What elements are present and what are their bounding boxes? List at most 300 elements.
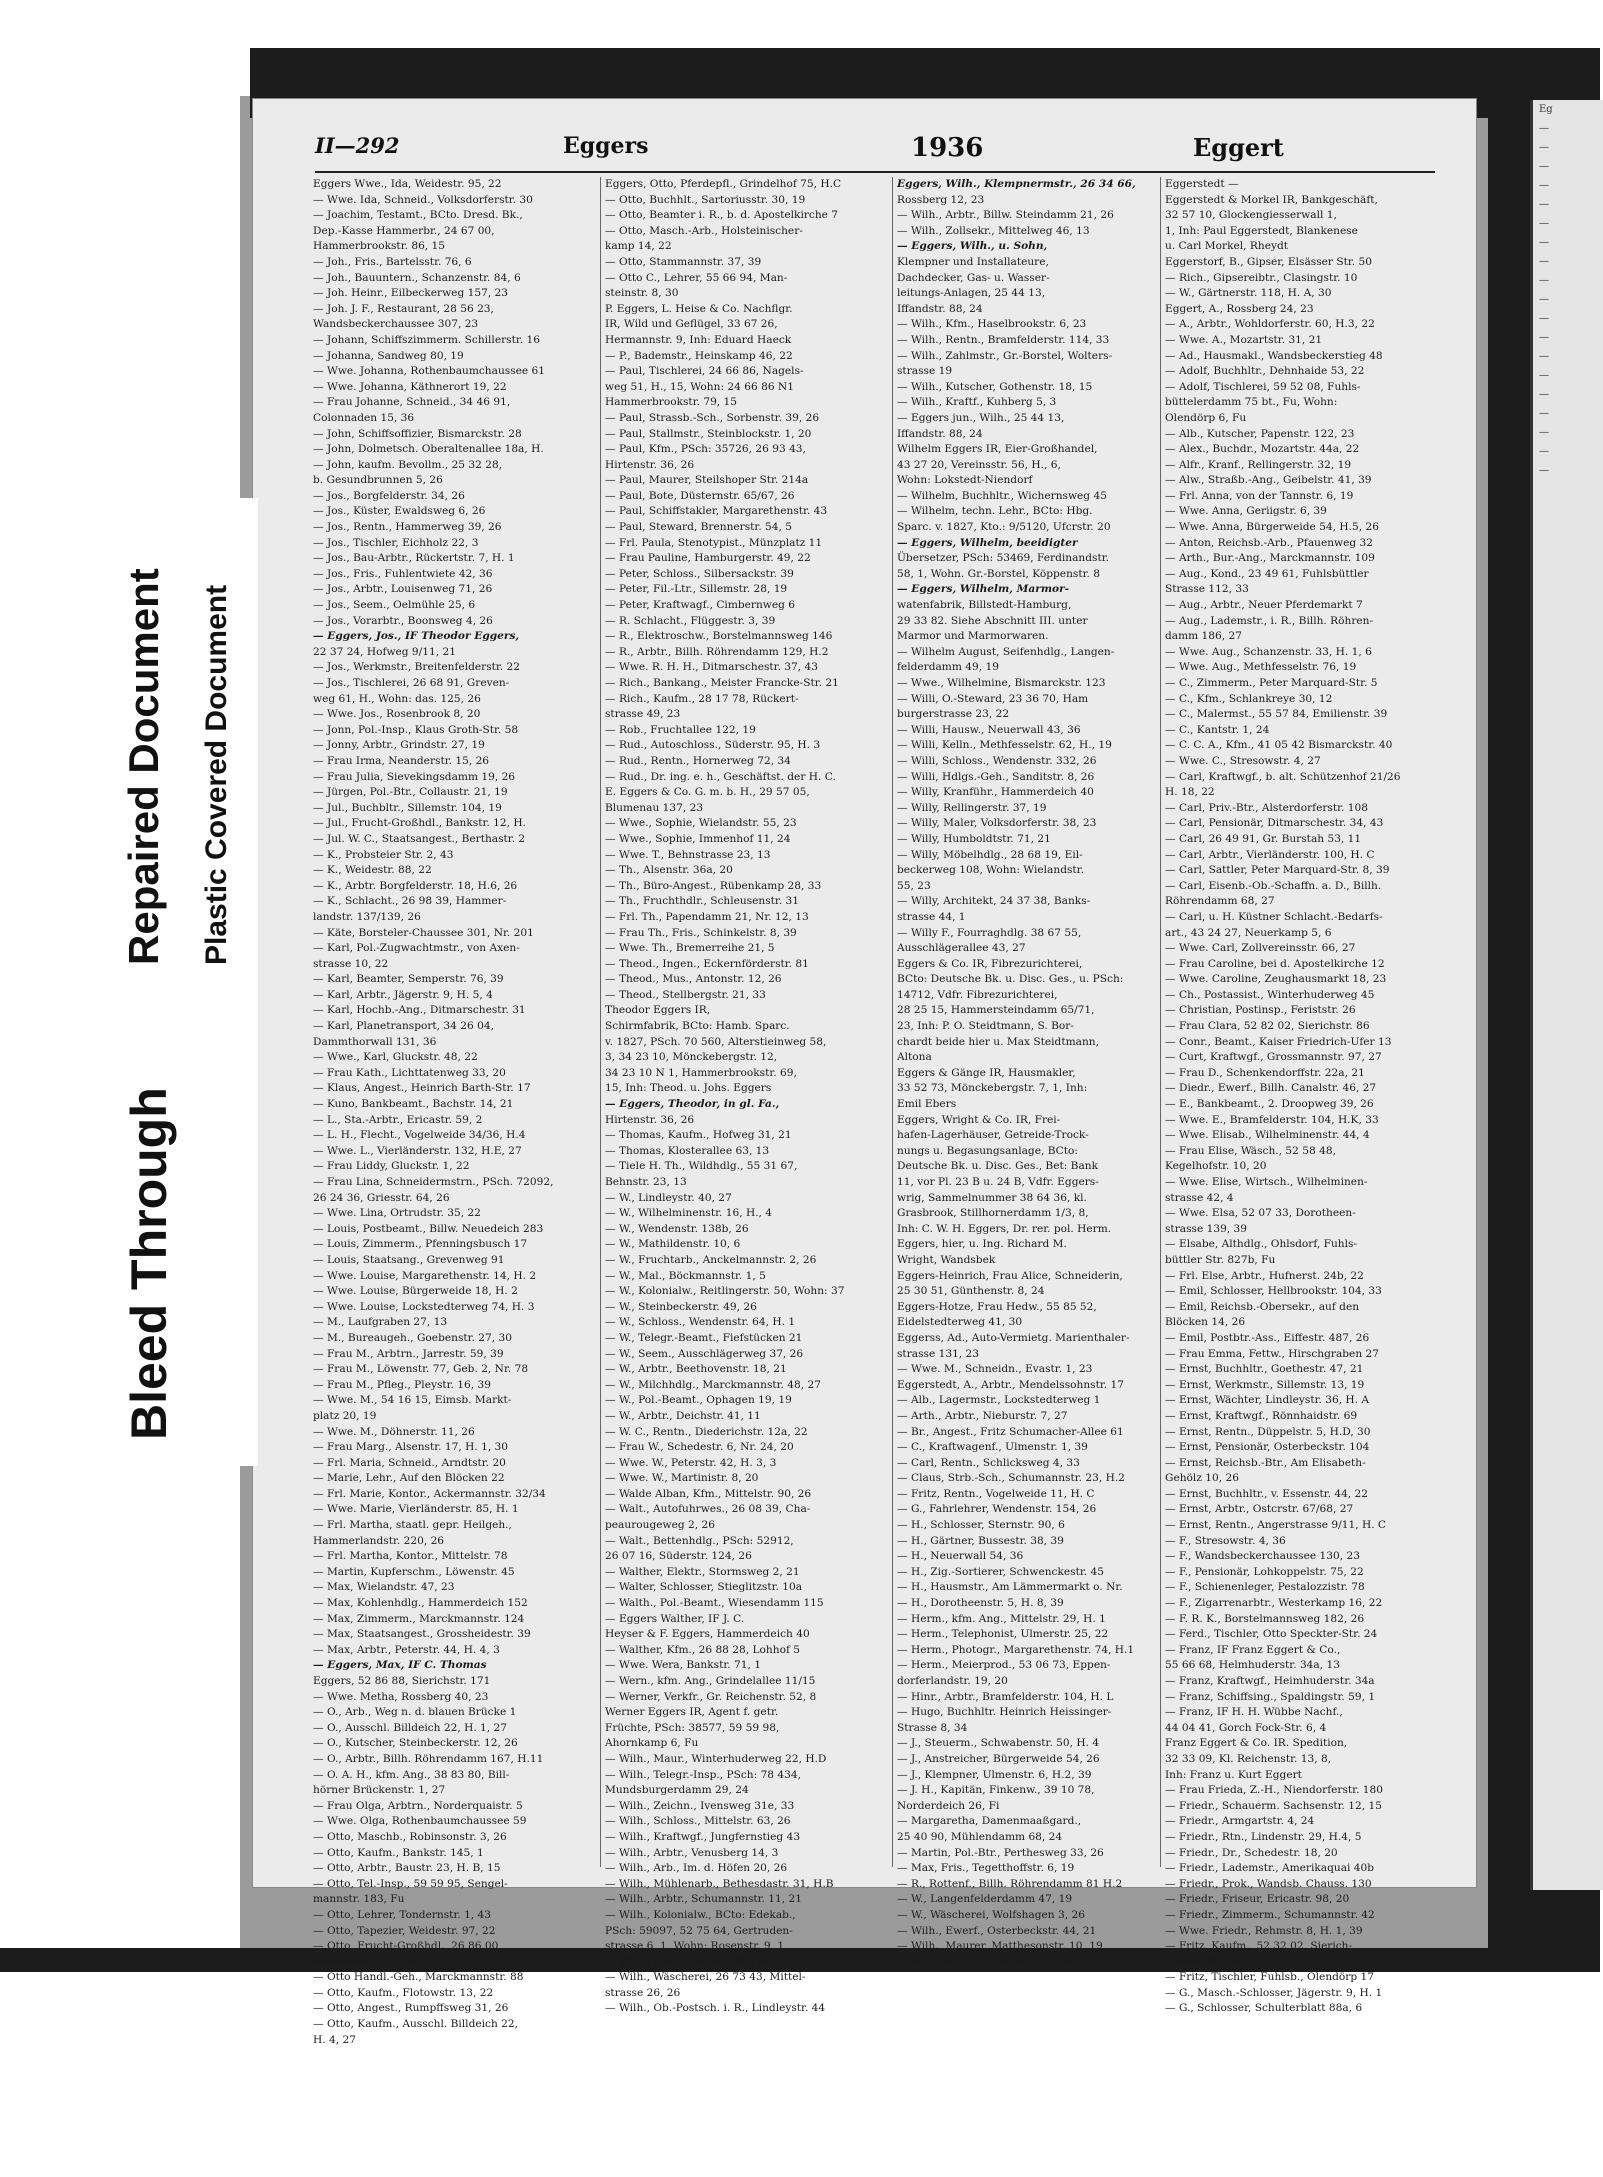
- directory-entry: damm 186, 27: [1165, 630, 1242, 643]
- directory-entry: Eidelstedterweg 41, 30: [897, 1316, 1023, 1329]
- directory-entry: — Frau Emma, Fettw., Hirschgraben 27: [1165, 1347, 1379, 1360]
- directory-entry: — Otto, Kaufm., Flotowstr. 13, 22: [313, 1986, 494, 1999]
- directory-entry: — Ernst, Pensionär, Osterbeckstr. 104: [1165, 1441, 1370, 1454]
- directory-entry: v. 1827, PSch. 70 560, Alterstieinweg 58,: [605, 1035, 827, 1048]
- directory-entry: kamp 14, 22: [605, 240, 672, 253]
- directory-entry: — Wilh., Arbtr., Venusberg 14, 3: [605, 1846, 779, 1859]
- directory-entry: — Wwe. Anna, Bürgerweide 54, H.5, 26: [1165, 521, 1379, 534]
- directory-entry: — Jul. W. C., Staatsangest., Berthastr. 2: [313, 832, 526, 845]
- directory-entry: — K., Probsteier Str. 2, 43: [313, 848, 454, 861]
- directory-entry: — Ernst, Rentn., Düppelstr. 5, H.D, 30: [1165, 1425, 1371, 1438]
- directory-entry: Eggers & Co. IR, Fibrezurichterei,: [897, 957, 1083, 970]
- directory-entry: — H., Schlosser, Sternstr. 90, 6: [897, 1519, 1065, 1532]
- directory-entry: — H., Hausmstr., Am Lämmermarkt o. Nr.: [897, 1581, 1123, 1594]
- directory-entry: Gehölz 10, 26: [1165, 1472, 1239, 1485]
- directory-entry: — W., Telegr.-Beamt., Fiefstücken 21: [605, 1331, 803, 1344]
- directory-entry: — Frau M., Arbtrn., Jarrestr. 59, 39: [313, 1347, 504, 1360]
- directory-entry: — Wern., kfm. Ang., Grindelallee 11/15: [605, 1675, 816, 1687]
- repaired-document-label: Repaired Document: [120, 568, 167, 965]
- directory-entry: — Wwe. Carl, Zollvereinsstr. 66, 27: [1165, 942, 1356, 955]
- directory-entry: — Wwe. Jos., Rosenbrook 8, 20: [313, 708, 481, 721]
- directory-entry: — G., Masch.-Schlosser, Jägerstr. 9, H. 1: [1165, 1986, 1383, 1999]
- directory-entry: — Peter, Kraftwagf., Cimbernweg 6: [605, 599, 796, 612]
- directory-entry: platz 20, 19: [313, 1409, 377, 1422]
- directory-entry: — Eggers, Max, IF C. Thomas: [313, 1659, 487, 1672]
- directory-entry: — Max, Fris., Tegetthoffstr. 6, 19: [897, 1862, 1075, 1875]
- directory-entry: — O., Ausschl. Billdeich 22, H. 1, 27: [313, 1721, 508, 1734]
- adjacent-page-snippet: —: [1539, 256, 1549, 267]
- directory-entry: — Franz, Schiffsing., Spaldingstr. 59, 1: [1165, 1690, 1376, 1703]
- directory-entry: chardt beide hier u. Max Steidtmann,: [897, 1035, 1099, 1048]
- directory-entry: — O., Arbtr., Billh. Röhrendamm 167, H.11: [313, 1752, 544, 1765]
- adjacent-page-snippet: —: [1539, 408, 1549, 419]
- directory-entry: — Walth., Pol.-Beamt., Wiesendamm 115: [605, 1597, 824, 1610]
- directory-entry: — Otto, Maschb., Robinsonstr. 3, 26: [313, 1830, 507, 1843]
- directory-entry: Dep.-Kasse Hammerbr., 24 67 00,: [313, 224, 495, 237]
- directory-entry: art., 43 24 27, Neuerkamp 5, 6: [1165, 926, 1332, 939]
- directory-entry: — Friedr., Schauerm. Sachsenstr. 12, 15: [1165, 1799, 1382, 1812]
- column-divider: [600, 177, 601, 1867]
- directory-entry: 44 04 41, Gorch Fock-Str. 6, 4: [1165, 1721, 1327, 1734]
- directory-entry: — Wwe., Wilhelmine, Bismarckstr. 123: [897, 677, 1106, 689]
- directory-entry: — Aug., Kond., 23 49 61, Fuhlsbüttler: [1165, 567, 1369, 580]
- directory-entry: — Eggers jun., Wilh., 25 44 13,: [897, 411, 1065, 424]
- directory-entry: — Rob., Fruchtallee 122, 19: [605, 723, 756, 736]
- directory-entry: — Jos., Fris., Fuhlentwiete 42, 36: [313, 567, 493, 580]
- directory-entry: — W., Mal., Böckmannstr. 1, 5: [605, 1269, 766, 1282]
- directory-entry: Klempner und Installateure,: [897, 255, 1049, 268]
- directory-entry: — Ferd., Tischler, Otto Speckter-Str. 24: [1165, 1628, 1378, 1641]
- directory-entry: 1, Inh: Paul Eggerstedt, Blankenese: [1165, 224, 1358, 237]
- directory-entry: — G., Schlosser, Schulterblatt 88a, 6: [1165, 2002, 1363, 2015]
- directory-entry: — Frau Caroline, bei d. Apostelkirche 12: [1165, 957, 1385, 970]
- adjacent-page-snippet: —: [1539, 294, 1549, 305]
- directory-entry: — W., Fruchtarb., Anckelmannstr. 2, 26: [605, 1253, 817, 1266]
- directory-entry: — Th., Fruchthdlr., Schleusenstr. 31: [605, 895, 800, 908]
- directory-entry: Schirmfabrik, BCto: Hamb. Sparc.: [605, 1020, 790, 1033]
- directory-entry: — Eggers, Jos., IF Theodor Eggers,: [313, 630, 520, 643]
- page-number: II—292: [315, 133, 400, 158]
- directory-entry: — Wwe., Sophie, Immenhof 11, 24: [605, 832, 791, 845]
- directory-entry: — Wwe. Johanna, Rothenbaumchaussee 61: [313, 365, 546, 378]
- directory-entry: Eggers-Hotze, Frau Hedw., 55 85 52,: [897, 1300, 1097, 1313]
- directory-entry: — W., Wilhelminenstr. 16, H., 4: [605, 1207, 773, 1220]
- directory-entry: — Ernst, Buchhltr., v. Essenstr. 44, 22: [1165, 1487, 1369, 1500]
- directory-entry: — Aug., Lademstr., i. R., Billh. Röhren-: [1165, 614, 1374, 627]
- directory-entry: 32 33 09, Kl. Reichenstr. 13, 8,: [1165, 1752, 1332, 1765]
- directory-entry: — Wilh., Maur., Winterhuderweg 22, H.D: [605, 1752, 827, 1765]
- directory-entry: — Ernst, Arbtr., Ostcrstr. 67/68, 27: [1165, 1503, 1354, 1516]
- directory-entry: — John, Schiffsoffizier, Bismarckstr. 28: [313, 427, 522, 440]
- directory-entry: — Frau Clara, 52 82 02, Sierichstr. 86: [1165, 1020, 1370, 1033]
- directory-entry: — Wwe. C., Stresowstr. 4, 27: [1165, 754, 1321, 767]
- directory-entry: — Ad., Hausmakl., Wandsbeckerstieg 48: [1165, 349, 1383, 362]
- directory-entry: strasse 131, 23: [897, 1347, 980, 1360]
- directory-entry: — Wwe. W., Peterstr. 42, H. 3, 3: [605, 1456, 777, 1469]
- directory-entry: Blumenau 137, 23: [605, 801, 704, 814]
- directory-entry: — John, Dolmetsch. Oberaltenallee 18a, H.: [313, 443, 544, 456]
- directory-entry: — Otto, Beamter i. R., b. d. Apostelkirche 7: [605, 209, 839, 222]
- directory-entry: weg 51, H., 15, Wohn: 24 66 86 N1: [605, 380, 794, 393]
- directory-entry: strasse 86, 39: [1165, 1955, 1241, 1968]
- directory-entry: — Werner, Verkfr., Gr. Reichenstr. 52, 8: [605, 1690, 817, 1703]
- directory-entry: beckerweg 108, Wohn: Wielandstr.: [897, 864, 1084, 877]
- directory-entry: — F., Zigarrenarbtr., Westerkamp 16, 22: [1165, 1597, 1383, 1610]
- adjacent-page-snippet: —: [1539, 199, 1549, 210]
- directory-entry: Behnstr. 23, 13: [605, 1176, 687, 1188]
- directory-entry: — Otto, Masch.-Arb., Holsteinischer-: [605, 224, 803, 237]
- directory-entry: — Wwe. Louise, Lockstedterweg 74, H. 3: [313, 1300, 535, 1313]
- directory-entry: — Frl. Paula, Stenotypist., Münzplatz 11: [605, 536, 823, 549]
- directory-entry: — Frl. Th., Papendamm 21, Nr. 12, 13: [605, 910, 809, 923]
- directory-entry: — Frl. Martha, staatl. gepr. Heilgeh.,: [313, 1519, 512, 1532]
- directory-entry: — Otto, Tapezier, Weidestr. 97, 22: [313, 1924, 496, 1937]
- directory-entry: — O. A. H., kfm. Ang., 38 83 80, Bill-: [313, 1768, 510, 1781]
- directory-entry: 26 24 36, Griesstr. 64, 26: [313, 1191, 450, 1204]
- directory-entry: mannstr. 183, Fu: [313, 1893, 405, 1906]
- directory-entry: — Carl, Arbtr., Vierländerstr. 100, H. C: [1165, 848, 1375, 861]
- directory-entry: — Rud., Autoschloss., Süderstr. 95, H. 3: [605, 739, 821, 752]
- directory-entry: — W., Steinbeckerstr. 49, 26: [605, 1300, 757, 1313]
- directory-entry: Eggerstedt —: [1165, 178, 1239, 190]
- directory-entry: — Wwe. M., 54 16 15, Eimsb. Markt-: [313, 1394, 512, 1407]
- directory-entry: — Conr., Beamt., Kaiser Friedrich-Ufer 13: [1165, 1035, 1392, 1048]
- directory-entry: H. 18, 22: [1165, 786, 1215, 799]
- directory-entry: — Theod., Ingen., Eckernförderstr. 81: [605, 957, 809, 970]
- directory-entry: wrig, Sammelnummer 38 64 36, kl.: [897, 1191, 1087, 1204]
- directory-entry: — Wilh., Kraftwgf., Jungfernstieg 43: [605, 1830, 801, 1843]
- directory-entry: 43 27 20, Vereinsstr. 56, H., 6,: [897, 458, 1061, 471]
- directory-entry: büttelerdamm 75 bt., Fu, Wohn:: [1165, 396, 1338, 409]
- directory-entry: — Wilh., Ob.-Postsch. i. R., Lindleystr. 44: [605, 2002, 826, 2015]
- directory-entry: — C., Kfm., Schlankreye 30, 12: [1165, 692, 1333, 705]
- adjacent-page-snippet: —: [1539, 275, 1549, 286]
- directory-entry: — Wilh., Zollsekr., Mittelweg 46, 13: [897, 224, 1090, 237]
- directory-entry: — Br., Angest., Fritz Schumacher-Allee 61: [897, 1425, 1124, 1438]
- directory-entry: — Eggers Walther, IF J. C.: [605, 1612, 745, 1625]
- directory-entry: Eggert, A., Rossberg 24, 23: [1165, 302, 1314, 315]
- directory-entry: — Walde Alban, Kfm., Mittelstr. 90, 26: [605, 1487, 812, 1500]
- directory-entry: — Frl. Martha, Kontor., Mittelstr. 78: [313, 1550, 508, 1563]
- directory-entry: — Jos., Tischlerei, 26 68 91, Greven-: [313, 677, 510, 689]
- directory-entry: Colonnaden 15, 36: [313, 411, 415, 424]
- directory-entry: 25 40 90, Mühlendamm 68, 24: [897, 1830, 1063, 1843]
- directory-entry: — Willy, Möbelhdlg., 28 68 19, Eil-: [897, 848, 1083, 861]
- directory-entry: — Willy, Humboldtstr. 71, 21: [897, 832, 1051, 845]
- directory-entry: — Frau M., Pfleg., Pleystr. 16, 39: [313, 1378, 491, 1391]
- adjacent-page-snippet: —: [1539, 180, 1549, 191]
- left-keyword: Eggers: [563, 133, 649, 159]
- directory-entry: — J. H., Kapitän, Finkenw., 39 10 78,: [897, 1784, 1095, 1797]
- directory-entry: 15, Inh: Theod. u. Johs. Eggers: [605, 1082, 772, 1095]
- directory-entry: — Joh., Fris., Bartelsstr. 76, 6: [313, 255, 472, 268]
- directory-entry: — Jos., Arbtr., Louisenweg 71, 26: [313, 583, 493, 596]
- directory-entry: Norderdeich 26, Fi: [897, 1799, 1000, 1812]
- directory-entry: 58, 1, Wohn. Gr.-Borstel, Köppenstr. 8: [897, 567, 1100, 580]
- directory-entry: — Wilh., Arbtr., Schumannstr. 11, 21: [605, 1893, 802, 1906]
- directory-entry: — Johann, Schiffszimmerm. Schillerstr. 16: [313, 333, 540, 346]
- directory-entry: — Wilhelm, techn. Lehr., BCto: Hbg.: [897, 505, 1093, 518]
- directory-entry: — Frau M., Löwenstr. 77, Geb. 2, Nr. 78: [313, 1363, 529, 1376]
- directory-entry: — Otto, Buchhlt., Sartoriusstr. 30, 19: [605, 193, 806, 206]
- directory-entry: — Wilh., Kraftf., Kuhberg 5, 3: [897, 396, 1057, 409]
- directory-entry: Hammerbrookstr. 79, 15: [605, 396, 738, 409]
- directory-entry: — C., Kraftwagenf., Ulmenstr. 1, 39: [897, 1441, 1088, 1454]
- directory-entry: — Wilh., Schloss., Mittelstr. 63, 26: [605, 1815, 791, 1828]
- directory-entry: — Joh. Heinr., Eilbeckerweg 157, 23: [313, 287, 509, 300]
- directory-entry: — Christian, Postinsp., Feriststr. 26: [1165, 1004, 1356, 1017]
- directory-entry: Marmor und Marmorwaren.: [897, 630, 1049, 643]
- directory-entry: — Herm., Telephonist, Ulmerstr. 25, 22: [897, 1628, 1109, 1641]
- directory-entry: — W., Milchhdlg., Marckmannstr. 48, 27: [605, 1378, 821, 1391]
- directory-entry: — L., Sta.-Arbtr., Ericastr. 59, 2: [313, 1113, 483, 1126]
- directory-entry: — C., Malermst., 55 57 84, Emilienstr. 39: [1165, 708, 1388, 721]
- directory-entry: — Willi, O.-Steward, 23 36 70, Ham: [897, 692, 1089, 705]
- directory-entry: — Jonn, Pol.-Insp., Klaus Groth-Str. 58: [313, 723, 519, 736]
- directory-entry: — K., Weidestr. 88, 22: [313, 864, 432, 877]
- directory-entry: 22 37 24, Hofweg 9/11, 21: [313, 645, 456, 658]
- directory-entry: — Louis, Postbeamt., Billw. Neuedeich 283: [313, 1222, 544, 1235]
- directory-entry: Werner Eggers IR, Agent f. getr.: [605, 1706, 779, 1719]
- directory-entry: — Otto, Angest., Rumpffsweg 31, 26: [313, 2002, 509, 2015]
- directory-entry: büttler Str. 827b, Fu: [1165, 1253, 1276, 1266]
- directory-entry: Sparc. v. 1827, Kto.: 9/5120, Ufcrstr. 20: [897, 521, 1111, 534]
- directory-entry: — Karl, Pol.-Zugwachtmstr., von Axen-: [313, 942, 520, 955]
- directory-entry: Theodor Eggers IR,: [605, 1004, 711, 1017]
- directory-entry: — Alb., Kutscher, Papenstr. 122, 23: [1165, 427, 1355, 440]
- adjacent-page-snippet: —: [1539, 161, 1549, 172]
- directory-entry: — W., Mathildenstr. 10, 6: [605, 1238, 741, 1251]
- directory-entry: — Otto, Lehrer, Tondernstr. 1, 43: [313, 1908, 492, 1921]
- directory-entry: — Wwe. L., Vierländerstr. 132, H.E, 27: [313, 1144, 522, 1157]
- directory-entry: Altona: [897, 1051, 932, 1064]
- directory-entry: watenfabrik, Billstedt-Hamburg,: [897, 599, 1072, 612]
- directory-entry: — Friedr., Armgartstr. 4, 24: [1165, 1815, 1315, 1828]
- directory-entry: — Friedr., Rtn., Lindenstr. 29, H.4, 5: [1165, 1830, 1362, 1843]
- directory-entry: — Willy, Kranführ., Hammerdeich 40: [897, 786, 1094, 799]
- directory-entry: — Jonny, Arbtr., Grindstr. 27, 19: [313, 739, 485, 752]
- directory-entry: — Kuno, Bankbeamt., Bachstr. 14, 21: [313, 1098, 514, 1111]
- directory-entry: — M., Laufgraben 27, 13: [313, 1316, 448, 1329]
- directory-entry: — Willi, Bote, Schinkelstr. 23, 39: [897, 1955, 1074, 1968]
- directory-entry: — J., Anstreicher, Bürgerweide 54, 26: [897, 1752, 1100, 1765]
- directory-entry: — Emil, Postbtr.-Ass., Eiffestr. 487, 26: [1165, 1331, 1370, 1344]
- directory-entry: — Wwe. Th., Bremerreihe 21, 5: [605, 942, 775, 955]
- directory-entry: — Walt., Bettenhdlg., PSch: 52912,: [605, 1534, 794, 1547]
- directory-entry: — Frau Irma, Neanderstr. 15, 26: [313, 754, 490, 767]
- directory-entry: — Rich., Gipsereibtr., Clasingstr. 10: [1165, 271, 1358, 284]
- directory-entry: Hammerlandstr. 220, 26: [313, 1534, 445, 1547]
- directory-entry: — R., Arbtr., Billh. Röhrendamm 129, H.2: [605, 645, 829, 658]
- adjacent-page-snippet: —: [1539, 218, 1549, 229]
- directory-entry: — W., Seem., Ausschlägerweg 37, 26: [605, 1347, 804, 1360]
- directory-entry: — Wwe. Anna, Geriigstr. 6, 39: [1165, 505, 1327, 518]
- adjacent-page-snippet: —: [1539, 446, 1549, 457]
- directory-entry: Eggerss, Ad., Auto-Vermietg. Marienthaler-: [897, 1331, 1130, 1344]
- directory-entry: — Carl, Pensionär, Ditmarschestr. 34, 43: [1165, 817, 1384, 830]
- directory-entry: — Aug., Arbtr., Neuer Pferdemarkt 7: [1165, 599, 1363, 612]
- directory-entry: — Wwe. Louise, Bürgerweide 18, H. 2: [313, 1285, 518, 1298]
- directory-page: [252, 98, 1477, 2046]
- directory-entry: 28 25 15, Hammersteindamm 65/71,: [897, 1004, 1095, 1017]
- directory-entry: — Eggers, Theodor, in gl. Fa.,: [605, 1098, 780, 1111]
- directory-entry: strasse 19: [897, 365, 953, 378]
- directory-entry: — O., Kutscher, Steinbeckerstr. 12, 26: [313, 1737, 518, 1750]
- directory-entry: — Rud., Rentn., Hornerweg 72, 34: [605, 754, 791, 767]
- directory-entry: — Max, Staatsangest., Grossheidestr. 39: [313, 1628, 531, 1641]
- directory-entry: — Frl. Maria, Schneid., Arndtstr. 20: [313, 1456, 506, 1469]
- directory-entry: — Wilh., Rentn., Bramfelderstr. 114, 33: [897, 333, 1110, 346]
- directory-entry: — Ernst, Wächter, Lindleystr. 36, H. A: [1165, 1394, 1370, 1407]
- directory-entry: — Elsabe, Althdlg., Ohlsdorf, Fuhls-: [1165, 1238, 1358, 1251]
- directory-entry: — Wilh., Mühlenarb., Bethesdastr. 31, H.B: [605, 1877, 834, 1890]
- directory-entry: — Frau Julia, Sievekingsdamm 19, 26: [313, 770, 516, 783]
- directory-entry: — W., Arbtr., Deichstr. 41, 11: [605, 1409, 761, 1422]
- directory-entry: — Wwe. Aug., Schanzenstr. 33, H. 1, 6: [1165, 645, 1372, 658]
- directory-entry: Eggerstedt & Morkel IR, Bankgeschäft,: [1165, 193, 1378, 206]
- directory-entry: — Wwe. Olga, Rothenbaumchaussee 59: [313, 1815, 527, 1828]
- directory-entry: — H., Gärtner, Bussestr. 38, 39: [897, 1534, 1064, 1547]
- directory-entry: — Wilh., Kolonialw., BCto: Edekab.,: [605, 1908, 796, 1921]
- directory-entry: — Paul, Schiffstakler, Margarethenstr. 43: [605, 505, 828, 518]
- directory-entry: — Wilh., Kfm., Haselbrookstr. 6, 23: [897, 318, 1087, 331]
- directory-entry: Früchte, PSch: 38577, 59 59 98,: [605, 1721, 780, 1734]
- directory-entry: — John, kaufm. Bevollm., 25 32 28,: [313, 458, 503, 471]
- directory-entry: Eggers, Wright & Co. IR, Frei-: [897, 1113, 1061, 1126]
- directory-entry: — Jos., Küster, Ewaldsweg 6, 26: [313, 505, 486, 518]
- directory-entry: — Emil, Schlosser, Hellbrookstr. 104, 33: [1165, 1285, 1382, 1298]
- directory-entry: — Arth., Arbtr., Nieburstr. 7, 27: [897, 1409, 1068, 1422]
- directory-entry: — Jos., Bau-Arbtr., Rückertstr. 7, H. 1: [313, 552, 515, 565]
- directory-entry: — R., Elektroschw., Borstelmannsweg 146: [605, 630, 833, 643]
- directory-entry: — H., Neuerwall 54, 36: [897, 1550, 1024, 1563]
- directory-entry: — Friedr., Dr., Schedestr. 18, 20: [1165, 1846, 1338, 1859]
- directory-entry: — Frau Johanne, Schneid., 34 46 91,: [313, 396, 511, 409]
- directory-entry: — Wilh., Maurer, Matthesonstr. 10, 19: [897, 1940, 1103, 1953]
- directory-entry: — K., Schlacht., 26 98 39, Hammer-: [313, 895, 507, 908]
- directory-entry: Hirtenstr. 36, 26: [605, 458, 695, 471]
- directory-entry: — A., Arbtr., Wohldorferstr. 60, H.3, 22: [1165, 318, 1375, 331]
- directory-entry: — Thomas, Kaufm., Hofweg 31, 21: [605, 1129, 792, 1142]
- directory-entry: — Wilh., Wäscherei, 26 73 43, Mittel-: [605, 1971, 806, 1984]
- directory-entry: Eggers Wwe., Ida, Weidestr. 95, 22: [313, 178, 502, 190]
- directory-entry: — Frau Frieda, Z.-H., Niendorferstr. 180: [1165, 1784, 1384, 1797]
- directory-entry: — Arth., Bur.-Ang., Marckmannstr. 109: [1165, 552, 1375, 565]
- directory-entry: — C. C. A., Kfm., 41 05 42 Bismarckstr. 40: [1165, 739, 1393, 752]
- directory-entry: — Frau Liddy, Gluckstr. 1, 22: [313, 1160, 470, 1173]
- directory-entry: — Wwe. Metha, Rossberg 40, 23: [313, 1690, 489, 1703]
- directory-entry: Eggers, Otto, Pferdepfl., Grindelhof 75, H.C: [605, 178, 842, 190]
- directory-entry: — H., Zig.-Sortierer, Schwenckestr. 45: [897, 1565, 1104, 1578]
- directory-entry: — Max, Zimmerm., Marckmannstr. 124: [313, 1612, 525, 1625]
- directory-entry: — Emil, Reichsb.-Obersekr., auf den: [1165, 1300, 1360, 1313]
- directory-entry: 14712, Vdfr. Fibrezurichterei,: [897, 988, 1058, 1001]
- directory-entry: — Franz, IF H. H. Wübbe Nachf.,: [1165, 1706, 1343, 1719]
- directory-entry: — Wwe. W., Martinistr. 8, 20: [605, 1472, 759, 1485]
- directory-entry: — Otto, Tel.-Insp., 59 59 95, Sengel-: [313, 1877, 508, 1890]
- adjacent-page-snippet: —: [1539, 142, 1549, 153]
- directory-entry: — Carl, u. H. Küstner Schlacht.-Bedarfs-: [1165, 910, 1383, 923]
- directory-entry: Rossberg 12, 23: [897, 193, 985, 206]
- directory-entry: — K., Arbtr. Borgfelderstr. 18, H.6, 26: [313, 879, 518, 892]
- directory-entry: Wandsbeckerchaussee 307, 23: [313, 318, 479, 331]
- directory-entry: Eggers, hier, u. Ing. Richard M.: [897, 1238, 1067, 1251]
- directory-entry: — W., Arbtr., Beethovenstr. 18, 21: [605, 1363, 787, 1376]
- directory-entry: — L. H., Flecht., Vogelweide 34/36, H.4: [313, 1129, 526, 1142]
- directory-entry: — Carl, Eisenb.-Ob.-Schaffn. a. D., Billh.: [1165, 879, 1382, 892]
- directory-entry: — Johanna, Sandweg 80, 19: [313, 349, 464, 362]
- directory-entry: — Carl, Sattler, Peter Marquard-Str. 8, 39: [1165, 864, 1390, 877]
- directory-entry: nungs u. Begasungsanlage, BCto:: [897, 1144, 1078, 1157]
- directory-entry: — Frau Elise, Wäsch., 52 58 48,: [1165, 1144, 1336, 1157]
- directory-entry: hafen-Lagerhäuser, Getreide-Trock-: [897, 1129, 1089, 1142]
- directory-entry: P. Eggers, L. Heise & Co. Nachflgr.: [605, 302, 793, 315]
- directory-entry: — C., Kantstr. 1, 24: [1165, 723, 1270, 736]
- directory-entry: 25 30 51, Günthenstr. 8, 24: [897, 1285, 1045, 1298]
- directory-entry: 55, 23: [897, 879, 931, 892]
- directory-entry: — Willy F., Fourraghdlg. 38 67 55,: [897, 926, 1082, 939]
- directory-entry: — Friedr., Friseur, Ericastr. 98, 20: [1165, 1893, 1350, 1906]
- column-divider: [1160, 177, 1161, 1867]
- directory-entry: — Frau Marg., Alsenstr. 17, H. 1, 30: [313, 1441, 509, 1454]
- directory-entry: strasse 6, 1, Wohn: Rosenstr. 9, 1: [605, 1940, 785, 1953]
- adjacent-page-snippet: —: [1539, 123, 1549, 134]
- directory-entry: — Frl. Anna, von der Tannstr. 6, 19: [1165, 489, 1354, 502]
- directory-entry: — Wwe. Elsa, 52 07 33, Dorotheen-: [1165, 1207, 1356, 1220]
- directory-entry: — Max, Kohlenhdlg., Hammerdeich 152: [313, 1597, 528, 1610]
- directory-entry: — Wilhelm, Buchhltr., Wichernsweg 45: [897, 489, 1107, 502]
- directory-entry: — Otto, Arbtr., Baustr. 23, H. B, 15: [313, 1862, 501, 1875]
- directory-entry: — Carl, Kraftwgf., b. alt. Schützenhof 21/26: [1165, 770, 1401, 783]
- directory-entry: — Thomas, Klosterallee 63, 13: [605, 1144, 770, 1157]
- directory-entry: — Wwe. Elise, Wirtsch., Wilhelminen-: [1165, 1176, 1368, 1188]
- adjacent-page-snippet: —: [1539, 389, 1549, 400]
- directory-entry: Wendenstr. 221, 26: [313, 1955, 417, 1968]
- directory-entry: — Jos., Vorarbtr., Boonsweg 4, 26: [313, 614, 493, 627]
- right-keyword: Eggert: [1193, 133, 1284, 162]
- directory-entry: — Max, Wielandstr. 47, 23: [313, 1581, 455, 1594]
- directory-entry: — Ernst, Kraftwgf., Rönnhaidstr. 69: [1165, 1409, 1358, 1422]
- directory-entry: — Wwe. Lina, Ortrudstr. 35, 22: [313, 1207, 481, 1220]
- directory-entry: felderdamm 49, 19: [897, 661, 999, 674]
- directory-entry: 29 33 82. Siehe Abschnitt III. unter: [897, 614, 1088, 627]
- directory-entry: — Friedr., Lademstr., Amerikaquai 40b: [1165, 1862, 1375, 1875]
- directory-entry: strasse 44, 1: [897, 910, 966, 923]
- directory-entry: — Peter, Fil.-Ltr., Sillemstr. 28, 19: [605, 583, 788, 596]
- directory-entry: 34 23 10 N 1, Hammerbrookstr. 69,: [605, 1066, 797, 1079]
- directory-entry: — Adolf, Tischlerei, 59 52 08, Fuhls-: [1165, 380, 1361, 393]
- directory-entry: — Jos., Tischler, Eichholz 22, 3: [313, 536, 479, 549]
- directory-entry: — Wwe. E., Bramfelderstr. 104, H.K, 33: [1165, 1113, 1379, 1126]
- directory-entry: strasse 26, 26: [605, 1986, 681, 1999]
- directory-entry: — Herm., kfm. Ang., Mittelstr. 29, H. 1: [897, 1612, 1106, 1625]
- adjacent-page-snippet: Eg: [1539, 104, 1553, 115]
- directory-entry: — Frl. Else, Arbtr., Hufnerst. 24b, 22: [1165, 1269, 1364, 1282]
- directory-entry: Röhrendamm 68, 27: [1165, 895, 1275, 908]
- directory-entry: — Jul., Frucht-Großhdl., Bankstr. 12, H.: [313, 817, 526, 830]
- directory-entry: burgerstrasse 23, 22: [897, 708, 1010, 721]
- directory-entry: strasse 10, 22: [313, 957, 389, 970]
- directory-entry: — Diedr., Ewerf., Billh. Canalstr. 46, 27: [1165, 1082, 1377, 1095]
- directory-entry: — F., Wandsbeckerchaussee 130, 23: [1165, 1550, 1360, 1563]
- directory-entry: 23, Inh: P. O. Steidtmann, S. Bor-: [897, 1020, 1074, 1033]
- directory-entry: — F., Stresowstr. 4, 36: [1165, 1534, 1286, 1547]
- directory-entry: — Franz, Kraftwgf., Heimhuderstr. 34a: [1165, 1675, 1375, 1687]
- directory-entry: — Wilh., Ewerf., Osterbeckstr. 44, 21: [897, 1924, 1097, 1937]
- directory-entry: — C., Zimmerm., Peter Marquard-Str. 5: [1165, 677, 1378, 689]
- directory-entry: — Eggers, Wilh., u. Sohn,: [897, 240, 1048, 253]
- column-2: [605, 177, 887, 2015]
